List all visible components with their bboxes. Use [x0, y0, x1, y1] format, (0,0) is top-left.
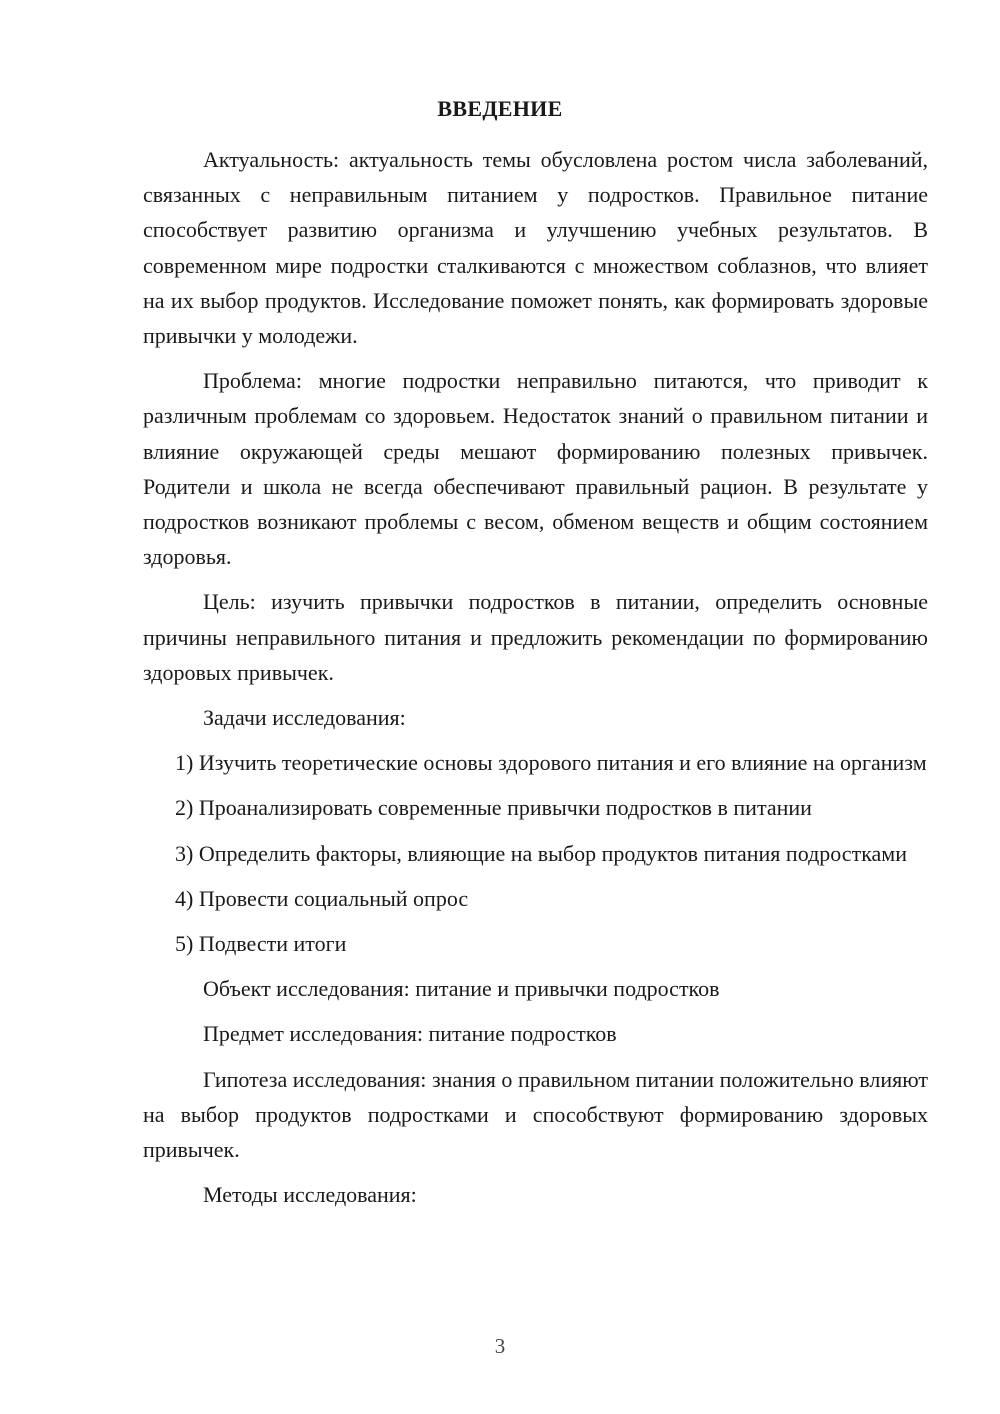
tasks-heading: Задачи исследования: [203, 705, 406, 731]
goal-paragraph: Цель: изучить привычки подростков в питании, определить основные причины неправильного питания и предложить рекомендации по формированию здоровых привычек. [143, 589, 928, 685]
task-item: 1) Изучить теоретические основы здорового питания и его влияние на организм [175, 750, 927, 776]
hypothesis-paragraph: Гипотеза исследования: знания о правильном питании положительно влияют на выбор продуктов подростками и способствуют формированию здоровых привычек. [143, 1066, 928, 1163]
problem-paragraph: Проблема: многие подростки неправильно питаются, что приводит к различным проблемам со здоровьем. Недостаток знаний о правильном питании и влияние окружающей среды мешают формированию полезных привычек. Родители и школа не всегда обеспечивают правильный рацион. В результате у подростков возникают проблемы с весом, обменом веществ и общим состоянием здоровья. [143, 368, 928, 570]
task-item: 2) Проанализировать современные привычки подростков в питании [175, 795, 812, 821]
relevance-paragraph: Актуальность: актуальность темы обусловлена ростом числа заболеваний, связанных с неправильным питанием у подростков. Правильное питание способствует развитию организма и улучшению учебных результатов. В современном мире подростки сталкиваются с множеством соблазнов, что влияет на их выбор продуктов. Исследование поможет понять, как формировать здоровые привычки у молодежи. [143, 147, 928, 349]
task-item: 4) Провести социальный опрос [175, 885, 469, 911]
document-body [143, 142, 928, 1222]
methods-heading: Методы исследования: [203, 1182, 417, 1208]
subject-paragraph: Предмет исследования: питание подростков [203, 1021, 617, 1047]
object-paragraph: Объект исследования: питание и привычки подростков [203, 976, 720, 1002]
task-item: 3) Определить факторы, влияющие на выбор продуктов питания подростками [175, 840, 908, 866]
page-number: 3 [494, 1334, 506, 1358]
page-title: ВВЕДЕНИЕ [437, 96, 563, 121]
task-item: 5) Подвести итоги [175, 931, 347, 957]
